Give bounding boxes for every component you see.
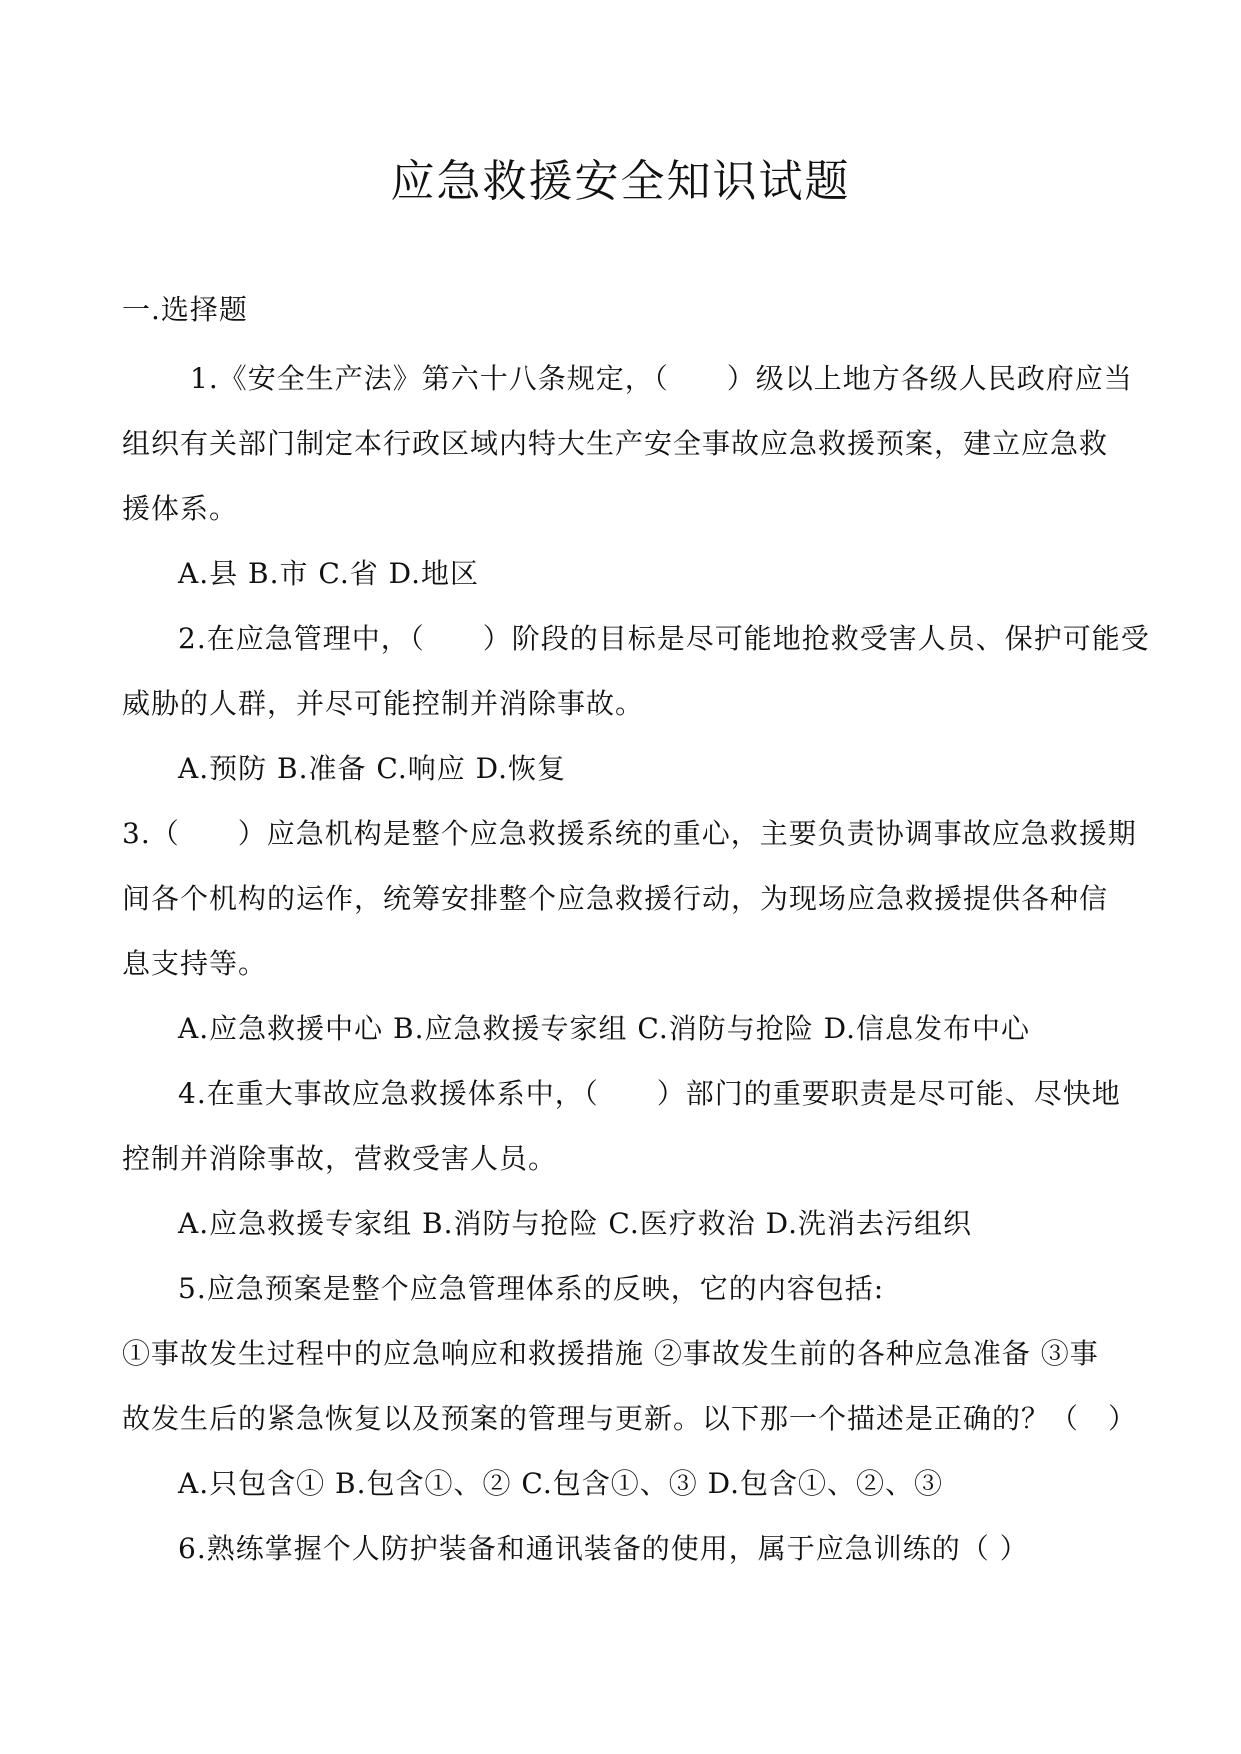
q1-line-2: 组织有关部门制定本行政区域内特大生产安全事故应急救援预案，建立应急救 bbox=[122, 427, 1109, 460]
q3-line-2: 间各个机构的运作，统筹安排整个应急救援行动，为现场应急救援提供各种信 bbox=[122, 882, 1109, 915]
q3-options: A.应急救援中心 B.应急救援专家组 C.消防与抢险 D.信息发布中心 bbox=[178, 1012, 1030, 1045]
q4-options: A.应急救援专家组 B.消防与抢险 C.医疗救治 D.洗消去污组织 bbox=[178, 1207, 972, 1240]
q2-line-1: 2.在应急管理中，（ ）阶段的目标是尽可能地抢救受害人员、保护可能受 bbox=[178, 622, 1150, 655]
q2-line-2: 威胁的人群，并尽可能控制并消除事故。 bbox=[122, 687, 645, 720]
section-heading: 一.选择题 bbox=[122, 293, 248, 326]
q4-line-1: 4.在重大事故应急救援体系中，（ ）部门的重要职责是尽可能、尽快地 bbox=[178, 1077, 1121, 1110]
q2-options: A.预防 B.准备 C.响应 D.恢复 bbox=[178, 752, 566, 785]
document-title: 应急救援安全知识试题 bbox=[390, 156, 851, 207]
q3-line-3: 息支持等。 bbox=[122, 947, 268, 980]
q1-line-3: 援体系。 bbox=[122, 492, 239, 525]
q4-line-2: 控制并消除事故，营救受害人员。 bbox=[122, 1142, 558, 1175]
q5-options: A.只包含① B.包含①、② C.包含①、③ D.包含①、②、③ bbox=[178, 1467, 943, 1500]
q5-line-2: ①事故发生过程中的应急响应和救援措施 ②事故发生前的各种应急准备 ③事 bbox=[122, 1337, 1099, 1370]
q5-line-1: 5.应急预案是整个应急管理体系的反映，它的内容包括: bbox=[178, 1272, 885, 1305]
q5-line-3: 故发生后的紧急恢复以及预案的管理与更新。以下那一个描述是正确的？（ ） bbox=[122, 1402, 1138, 1435]
q1-options: A.县 B.市 C.省 D.地区 bbox=[178, 557, 479, 590]
q1-line-1: 1.《安全生产法》第六十八条规定，（ ）级以上地方各级人民政府应当 bbox=[190, 362, 1133, 395]
q6-line-1: 6.熟练掌握个人防护装备和通讯装备的使用，属于应急训练的（ ） bbox=[178, 1532, 1029, 1565]
q3-line-1: 3.（ ）应急机构是整个应急救援系统的重心，主要负责协调事故应急救援期 bbox=[122, 817, 1137, 850]
